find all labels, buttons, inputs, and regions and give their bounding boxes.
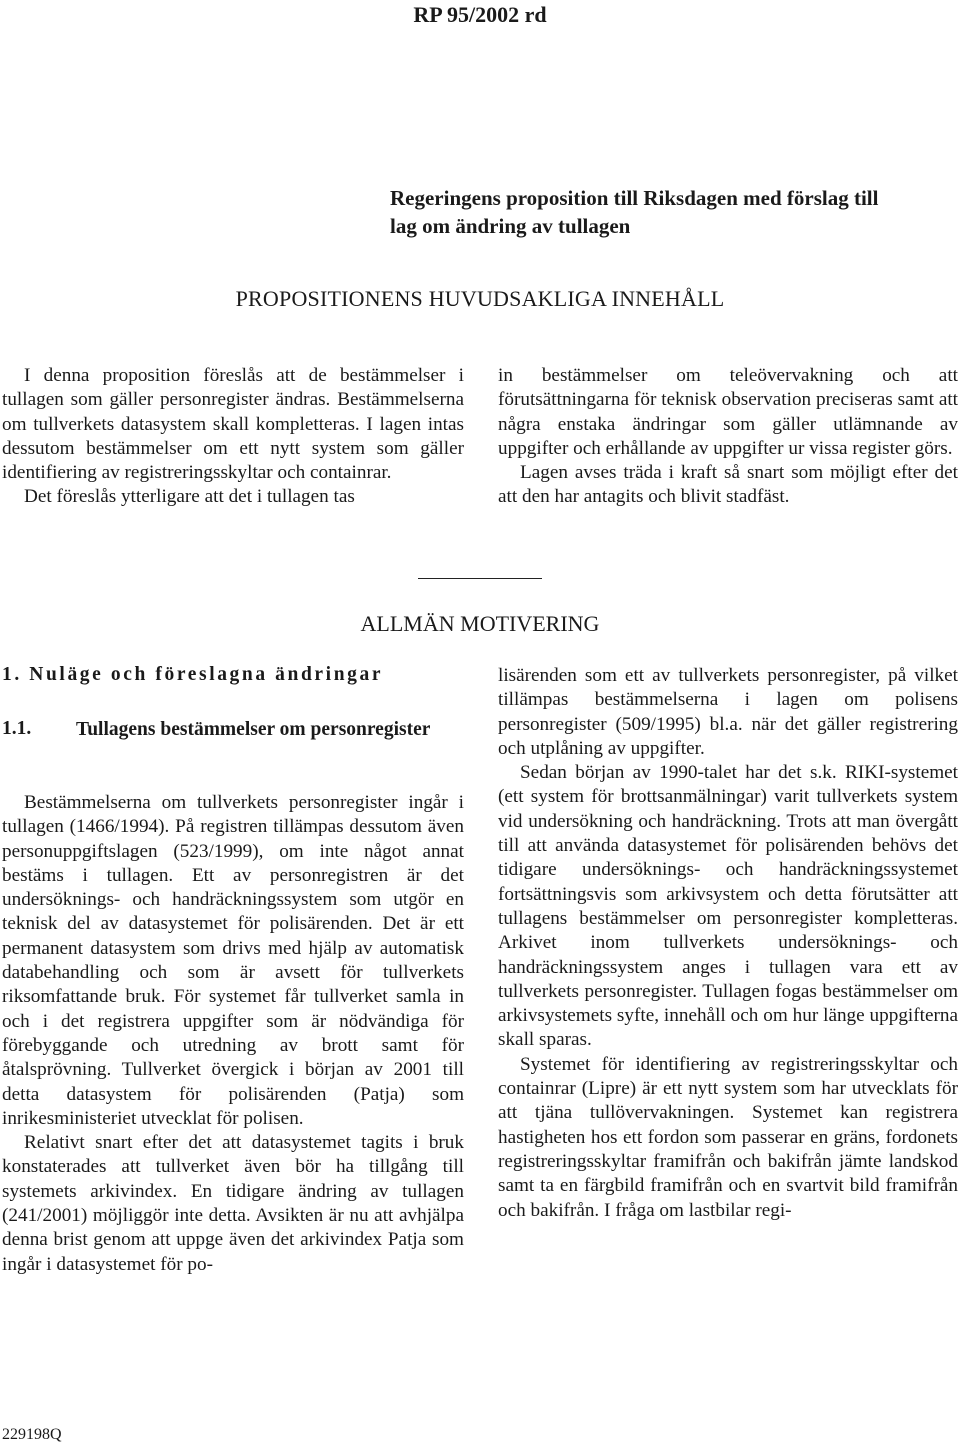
motivation-right-para-1: lisärenden som ett av tullverkets personregister, på vilket tillämpas bestämmelserna i lagen om polisens personregister (509/1995) bl.a. när det gäller registrering och utplåning av uppgifter.: [498, 665, 958, 759]
section-heading: 1. Nuläge och föreslagna ändringar: [2, 664, 384, 685]
motivation-heading: ALLMÄN MOTIVERING: [360, 611, 600, 636]
document-header: RP 95/2002 rd: [413, 2, 547, 27]
title-line-2: lag om ändring av tullagen: [390, 214, 631, 238]
motivation-right-column: [498, 664, 958, 1223]
motivation-right-para-3: Systemet för identifiering av registreringsskyltar och containrar (Lipre) är ett nytt system som har utvecklats för att tjäna tullövervakningen. Systemet kan registrera hastigheten hos ett fordon som passerar en gräns, fordonets registreringsskyltar framifrån och bakifrån jämte landskod samt ta en färgbild framifrån och en svartvit bild framifrån och bakifrån. I fråga om lastbilar regi-: [498, 1053, 958, 1221]
summary-right-para-1: in bestämmelser om teleövervakning och att förutsättningarna för teknisk observation preciseras samt att några enstaka ändringar som gäller utlämnande av uppgifter och erhållande av uppgifter ur vissa register görs.: [498, 365, 958, 459]
summary-right-column: [498, 364, 958, 510]
summary-left-column: [2, 364, 464, 510]
document-title: [390, 184, 950, 240]
subsection-title: Tullagens bestämmelser om personregister: [76, 719, 431, 740]
summary-right-para-2: Lagen avses träda i kraft så snart som möjligt efter det att den har antagits och blivit stadfäst.: [498, 462, 958, 508]
section-divider: [418, 578, 542, 579]
document-code: 229198Q: [2, 1426, 62, 1443]
motivation-left-para-1: Bestämmelserna om tullverkets personregister ingår i tullagen (1466/1994). På registren tillämpas dessutom även personuppgiftslagen (523/1999), om inte något annat bestäms i tullagen. Ett av personregistren är det undersöknings- och handräckningssystem som utgör en teknisk del av datasystemet för polisärenden. Det är ett permanent datasystem som drivs med hjälp av automatisk databehandling och som är avsett för tullverkets riksomfattande bruk. För systemet får tullverket samla in och i det registrera uppgifter som är nödvändiga för förebyggande och utredning av brott samt för åtalsprövning. Tullverket övergick i början av 2001 till detta datasystem för polisärenden (Patja) som inrikesministeriet utvecklat för polisen.: [2, 792, 464, 1129]
summary-heading: PROPOSITIONENS HUVUDSAKLIGA INNEHÅLL: [235, 286, 725, 311]
subsection-number: 1.1.: [2, 718, 32, 739]
summary-left-para-2: Det föreslås ytterligare att det i tullagen tas: [24, 486, 355, 508]
title-line-1: Regeringens proposition till Riksdagen med förslag till: [390, 186, 879, 210]
motivation-right-para-2: Sedan början av 1990-talet har det s.k. RIKI-systemet (ett system för brottsanmälningar) varit tullverkets system vid undersökning och handräckning. Trots att man övergått till att använda datasystemet för polisärenden behövs det tidigare undersöknings- och handräckningssystemet fortsättningsvis som arkivsystem och detta förutsätter att tullagens bestämmelser om personregister kompletteras. Arkivet inom tullverkets undersöknings- och handräckningssystem anges i tullagen vara ett av tullverkets personregister. Tullagen fogas bestämmelser om arkivsystemets syfte, innehåll och om hur länge uppgifterna skall sparas.: [498, 762, 958, 1051]
motivation-left-column: [2, 791, 464, 1277]
summary-left-para-1: I denna proposition föreslås att de bestämmelser i tullagen som gäller personregister ändras. Bestämmelserna om tullverkets datasystem skall kompletteras. I lagen intas dessutom bestämmelser om ett nytt system som gäller identifiering av registreringsskyltar och containrar.: [2, 365, 464, 484]
motivation-left-para-2: Relativt snart efter det att datasystemet tagits i bruk konstaterades att tullverket även bör ha tillgång till systemets arkivindex. En tidigare ändring av tullagen (241/2001) möjliggör inte detta. Avsikten är nu att avhjälpa denna brist genom att uppge även det arkivindex Patja som ingår i datasystemet för po-: [2, 1132, 464, 1275]
